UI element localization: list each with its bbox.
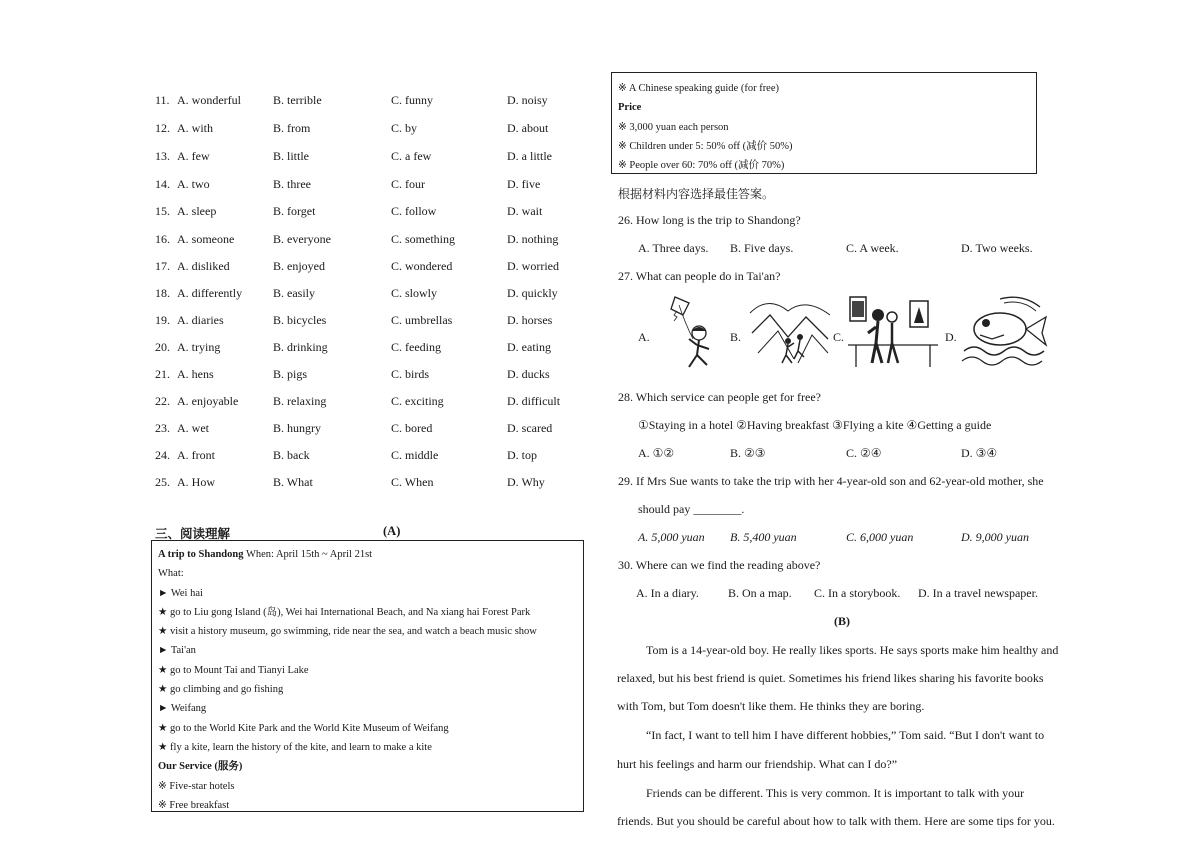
- option-a: A. wonderful: [177, 93, 241, 107]
- trip-line: ★ go climbing and go fishing: [158, 684, 284, 696]
- cloze-question-row: [155, 204, 595, 224]
- q27-option-a: A.: [638, 330, 650, 344]
- q26-option-b: B. Five days.: [730, 241, 794, 255]
- instruction: 根据材料内容选择最佳答案。: [618, 187, 775, 201]
- option-c: C. follow: [391, 204, 437, 218]
- q29-option-b: B. 5,400 yuan: [730, 530, 797, 544]
- museum-visit-image: [846, 293, 940, 373]
- q30-option-b: B. On a map.: [728, 586, 792, 600]
- option-b: B. three: [273, 177, 311, 191]
- cloze-question-row: [155, 232, 595, 252]
- q28-option-a: A. ①②: [638, 446, 675, 460]
- question-number: 25.: [155, 475, 170, 489]
- trip-line: ► Weifang: [158, 703, 207, 715]
- q29-option-d: D. 9,000 yuan: [961, 530, 1029, 544]
- trip-line: ★ visit a history museum, go swimming, ride near the sea, and watch a beach music show: [158, 626, 537, 638]
- option-d: D. scared: [507, 421, 553, 435]
- option-a: A. disliked: [177, 259, 230, 273]
- q26-option-a: A. Three days.: [638, 241, 709, 255]
- question-number: 11.: [155, 93, 170, 107]
- question-number: 21.: [155, 367, 170, 381]
- option-c: C. by: [391, 121, 418, 135]
- part-a-label: (A): [383, 524, 401, 538]
- option-b: B. What: [273, 475, 313, 489]
- option-a: A. hens: [177, 367, 214, 381]
- trip-line: ► Tai'an: [158, 645, 196, 657]
- option-b: B. bicycles: [273, 313, 327, 327]
- option-d: D. difficult: [507, 394, 561, 408]
- option-c: C. When: [391, 475, 434, 489]
- option-d: D. nothing: [507, 232, 559, 246]
- cloze-question-row: [155, 93, 595, 113]
- fishing-image: [960, 293, 1050, 371]
- q28-option-d: D. ③④: [961, 446, 998, 460]
- option-d: D. top: [507, 448, 537, 462]
- option-c: C. slowly: [391, 286, 438, 300]
- option-a: A. sleep: [177, 204, 217, 218]
- question-number: 15.: [155, 204, 170, 218]
- q26-option-c: C. A week.: [846, 241, 899, 255]
- option-c: C. exciting: [391, 394, 444, 408]
- option-b: B. pigs: [273, 367, 308, 381]
- option-b: B. enjoyed: [273, 259, 325, 273]
- price-line: ※ People over 60: 70% off (减价 70%): [618, 160, 785, 172]
- question-number: 12.: [155, 121, 170, 135]
- question-29-cont: should pay ________.: [638, 502, 745, 516]
- q27-option-b: B.: [730, 330, 742, 344]
- option-b: B. terrible: [273, 93, 322, 107]
- cloze-question-row: [155, 177, 595, 197]
- option-c: C. wondered: [391, 259, 453, 273]
- q28-option-b: B. ②③: [730, 446, 766, 460]
- passage-line: “In fact, I want to tell him I have different hobbies,” Tom said. “But I don't want to: [646, 728, 1045, 742]
- question-number: 17.: [155, 259, 170, 273]
- trip-line: What:: [158, 568, 184, 580]
- option-a: A. front: [177, 448, 215, 462]
- option-c: C. middle: [391, 448, 439, 462]
- option-c: C. funny: [391, 93, 433, 107]
- q28-option-c: C. ②④: [846, 446, 882, 460]
- q30-option-d: D. In a travel newspaper.: [918, 586, 1038, 600]
- option-d: D. about: [507, 121, 549, 135]
- q27-option-d: D.: [945, 330, 957, 344]
- option-b: B. drinking: [273, 340, 328, 354]
- option-c: C. umbrellas: [391, 313, 453, 327]
- question-number: 14.: [155, 177, 170, 191]
- option-b: B. forget: [273, 204, 316, 218]
- guide-line: ※ A Chinese speaking guide (for free): [618, 83, 780, 94]
- option-c: C. feeding: [391, 340, 441, 354]
- price-title: Price: [618, 102, 642, 114]
- question-number: 24.: [155, 448, 170, 462]
- option-a: A. enjoyable: [177, 394, 239, 408]
- kite-flying-image: [655, 293, 725, 373]
- cloze-question-row: [155, 149, 595, 169]
- question-26: 26. How long is the trip to Shandong?: [618, 213, 801, 227]
- part-b-label: (B): [834, 614, 850, 628]
- option-d: D. five: [507, 177, 541, 191]
- cloze-question-row: [155, 367, 595, 387]
- passage-line: Friends can be different. This is very common. It is important to talk with your: [646, 786, 1025, 800]
- option-d: D. wait: [507, 204, 543, 218]
- q26-option-d: D. Two weeks.: [961, 241, 1033, 255]
- option-d: D. Why: [507, 475, 545, 489]
- question-number: 23.: [155, 421, 170, 435]
- passage-line: friends. But you should be careful about how to talk with them. Here are some tips for you.: [617, 814, 1055, 828]
- q29-option-a: A. 5,000 yuan: [638, 530, 705, 544]
- question-number: 22.: [155, 394, 170, 408]
- trip-title: A trip to Shandong: [158, 549, 244, 560]
- cloze-question-row: [155, 286, 595, 306]
- q29-option-c: C. 6,000 yuan: [846, 530, 914, 544]
- service-line: ※ Free breakfast: [158, 799, 230, 811]
- option-a: A. differently: [177, 286, 243, 300]
- question-30: 30. Where can we find the reading above?: [618, 558, 821, 572]
- option-c: C. birds: [391, 367, 430, 381]
- question-number: 16.: [155, 232, 170, 246]
- question-number: 20.: [155, 340, 170, 354]
- option-d: D. worried: [507, 259, 559, 273]
- question-28: 28. Which service can people get for free?: [618, 390, 822, 404]
- option-c: C. a few: [391, 149, 432, 163]
- option-c: C. bored: [391, 421, 433, 435]
- option-d: D. noisy: [507, 93, 548, 107]
- trip-when: When: April 15th ~ April 21st: [245, 549, 373, 560]
- option-a: A. with: [177, 121, 213, 135]
- option-d: D. horses: [507, 313, 553, 327]
- cloze-question-row: [155, 394, 595, 414]
- option-a: A. wet: [177, 421, 209, 435]
- option-b: B. everyone: [273, 232, 331, 246]
- option-d: D. quickly: [507, 286, 558, 300]
- option-a: A. someone: [177, 232, 235, 246]
- option-a: A. How: [177, 475, 215, 489]
- q27-option-c: C.: [833, 330, 845, 344]
- trip-info-box: [151, 540, 584, 812]
- option-a: A. two: [177, 177, 210, 191]
- cloze-question-row: [155, 313, 595, 333]
- mountain-climbing-image: [748, 293, 832, 371]
- question-27: 27. What can people do in Tai'an?: [618, 269, 781, 283]
- passage-line: hurt his feelings and harm our friendship. What can I do?”: [617, 757, 898, 771]
- question-number: 19.: [155, 313, 170, 327]
- option-b: B. back: [273, 448, 310, 462]
- option-c: C. something: [391, 232, 456, 246]
- option-b: B. easily: [273, 286, 315, 300]
- option-b: B. little: [273, 149, 309, 163]
- question-number: 13.: [155, 149, 170, 163]
- option-c: C. four: [391, 177, 425, 191]
- option-a: A. diaries: [177, 313, 224, 327]
- cloze-question-row: [155, 121, 595, 141]
- cloze-question-row: [155, 448, 595, 468]
- cloze-question-row: [155, 340, 595, 360]
- question-number: 18.: [155, 286, 170, 300]
- price-line: ※ Children under 5: 50% off (减价 50%): [618, 140, 793, 152]
- question-29: 29. If Mrs Sue wants to take the trip with her 4-year-old son and 62-year-old mother, she: [618, 474, 1044, 488]
- price-box: [611, 72, 1037, 174]
- trip-line: ★ fly a kite, learn the history of the kite, and learn to make a kite: [158, 741, 432, 753]
- option-b: B. relaxing: [273, 394, 327, 408]
- cloze-question-row: [155, 475, 595, 495]
- trip-line: ► Wei hai: [158, 587, 203, 599]
- option-a: A. few: [177, 149, 210, 163]
- q30-option-a: A. In a diary.: [636, 586, 699, 600]
- option-d: D. a little: [507, 149, 552, 163]
- option-a: A. trying: [177, 340, 221, 354]
- option-b: B. from: [273, 121, 311, 135]
- q30-option-c: C. In a storybook.: [814, 586, 901, 600]
- q28-items: ①Staying in a hotel ②Having breakfast ③Flying a kite ④Getting a guide: [638, 418, 992, 432]
- passage-line: Tom is a 14-year-old boy. He really likes sports. He says sports make him healthy and: [646, 643, 1059, 657]
- price-line: ※ 3,000 yuan each person: [618, 121, 729, 133]
- passage-line: with Tom, but Tom doesn't like them. He thinks they are boring.: [617, 699, 925, 713]
- passage-line: relaxed, but his best friend is quiet. Sometimes his friend likes sharing his favorite books: [617, 671, 1044, 685]
- cloze-question-row: [155, 421, 595, 441]
- option-b: B. hungry: [273, 421, 321, 435]
- cloze-question-row: [155, 259, 595, 279]
- service-title: Our Service (服务): [158, 761, 243, 773]
- trip-line: ★ go to the World Kite Park and the World Kite Museum of Weifang: [158, 722, 449, 734]
- service-line: ※ Five-star hotels: [158, 780, 235, 792]
- option-d: D. ducks: [507, 367, 550, 381]
- trip-line: ★ go to Liu gong Island (岛), Wei hai International Beach, and Na xiang hai Forest Park: [158, 606, 531, 618]
- section-title: 三、阅读理解: [155, 527, 231, 541]
- trip-line: ★ go to Mount Tai and Tianyi Lake: [158, 664, 309, 676]
- option-d: D. eating: [507, 340, 551, 354]
